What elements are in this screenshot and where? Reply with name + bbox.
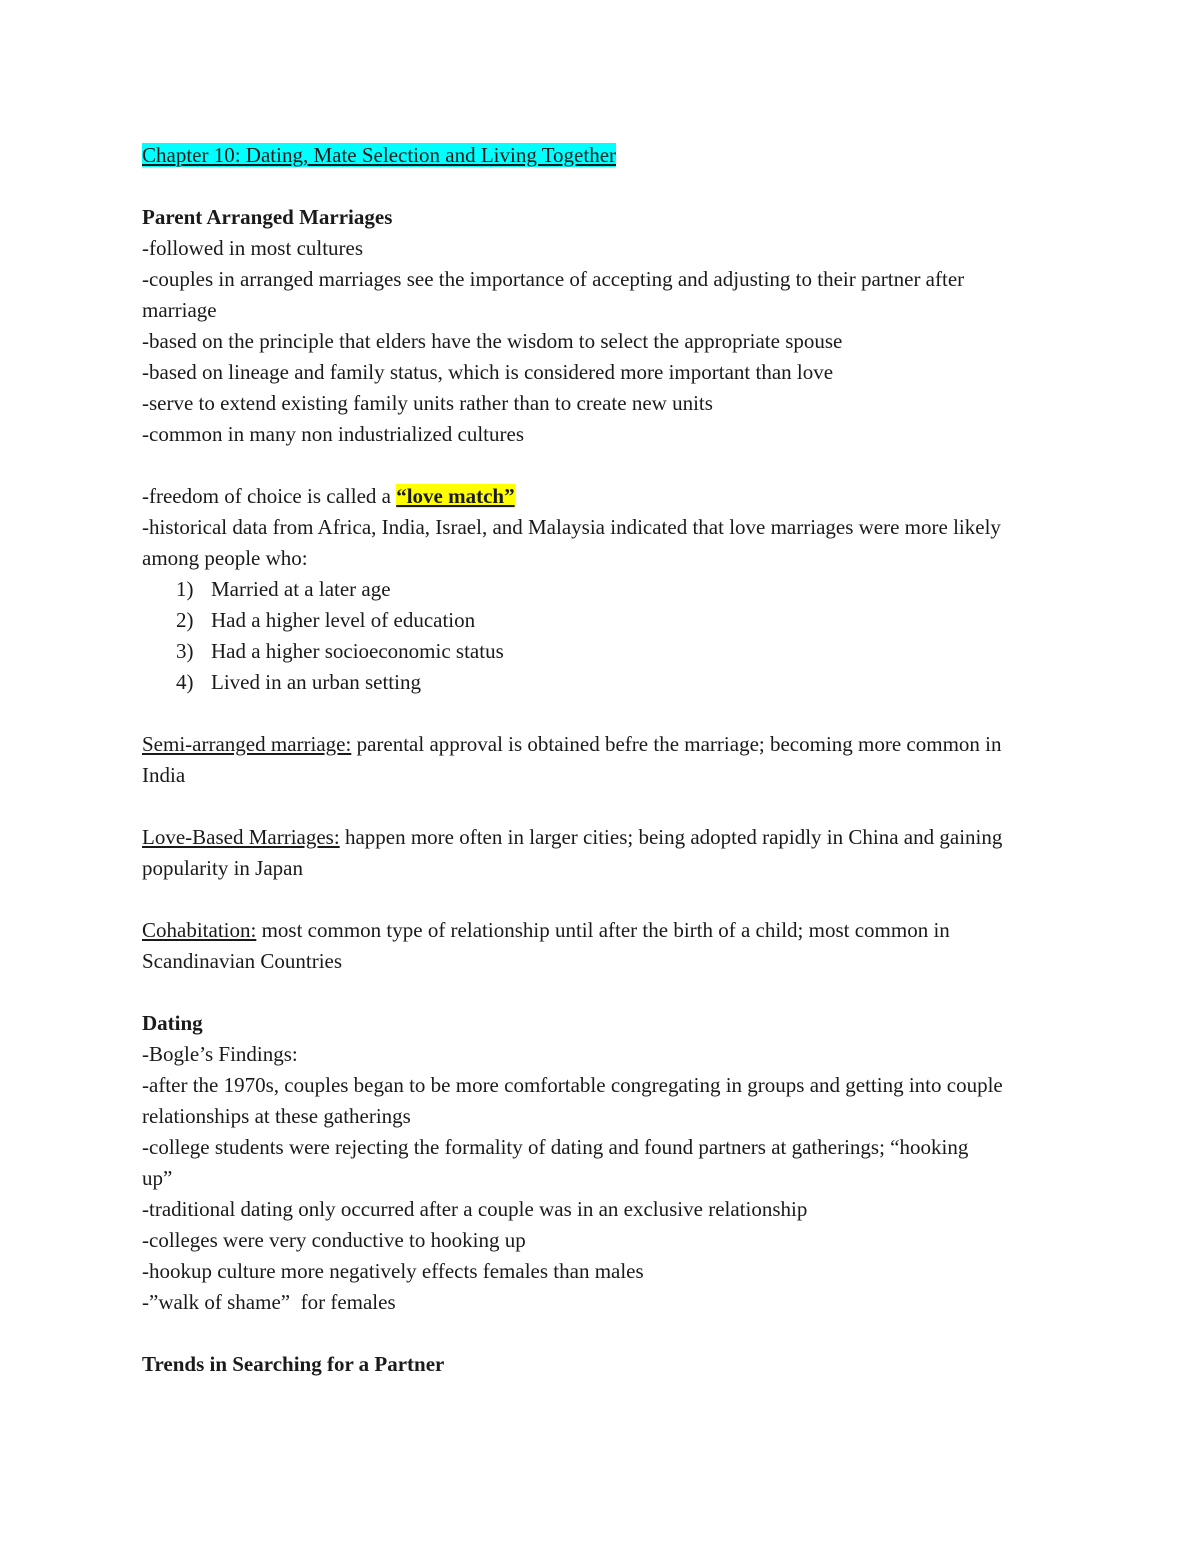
bullet-line: -after the 1970s, couples began to be more comfortable congregating in groups and getting into couple relationships at these gatherings: [142, 1073, 1003, 1128]
bullet-line: -college students were rejecting the formality of dating and found partners at gatherings; “hooking up”: [142, 1135, 969, 1190]
bullet-line: -couples in arranged marriages see the importance of accepting and adjusting to their partner after marriage: [142, 267, 965, 322]
bullet-line: -traditional dating only occurred after a couple was in an exclusive relationship: [142, 1197, 808, 1221]
list-item-number: 3): [176, 639, 194, 663]
spacer: [142, 791, 1062, 822]
list-item-number: 4): [176, 670, 194, 694]
love-match-term: “love match”: [396, 484, 515, 508]
definition-cohabitation: [142, 915, 1057, 977]
chapter-title-text: Chapter 10: Dating, Mate Selection and Living Together: [142, 143, 617, 167]
spacer: [142, 977, 1062, 1008]
section-heading-arranged: Parent Arranged Marriages: [142, 205, 393, 229]
definition-term: Cohabitation:: [142, 918, 257, 942]
historical-data-line: -historical data from Africa, India, Israel, and Malaysia indicated that love marriages were more likely among people who:: [142, 515, 1001, 570]
definition-term: Semi-arranged marriage:: [142, 732, 352, 756]
definition-semi-arranged: [142, 729, 1012, 791]
bullet-line: -followed in most cultures: [142, 236, 364, 260]
list-item-text: Had a higher level of education: [211, 608, 476, 632]
bullet-line: -based on the principle that elders have the wisdom to select the appropriate spouse: [142, 329, 843, 353]
list-item: [142, 605, 1062, 636]
list-item: [142, 636, 1062, 667]
list-item: [142, 574, 1062, 605]
bullet-line: -”walk of shame” for females: [142, 1290, 396, 1314]
spacer: [142, 1318, 1062, 1349]
definition-text: parental approval is obtained befre the marriage; becoming more common in India: [142, 732, 1002, 787]
list-item-number: 1): [176, 577, 194, 601]
love-match-line: [142, 481, 1062, 512]
section-heading-trends: Trends in Searching for a Partner: [142, 1352, 445, 1376]
spacer: [142, 450, 1062, 481]
definition-love-based: [142, 822, 1042, 884]
list-item: [142, 667, 1062, 698]
bullet-line: -hookup culture more negatively effects females than males: [142, 1259, 644, 1283]
bullet-line: -common in many non industrialized cultures: [142, 422, 524, 446]
list-item-number: 2): [176, 608, 194, 632]
spacer: [142, 171, 1062, 202]
list-item-text: Married at a later age: [211, 577, 391, 601]
list-item-text: Lived in an urban setting: [211, 670, 421, 694]
bullet-line: -Bogle’s Findings:: [142, 1042, 298, 1066]
definition-term: Love-Based Marriages:: [142, 825, 340, 849]
chapter-title: [142, 140, 1062, 171]
love-match-prefix: -freedom of choice is called a: [142, 484, 397, 508]
list-item-text: Had a higher socioeconomic status: [211, 639, 504, 663]
numbered-list: [142, 574, 1062, 698]
definition-text: most common type of relationship until after the birth of a child; most common in Scandinavian Countries: [142, 918, 950, 973]
document-page: [142, 140, 1062, 1380]
spacer: [142, 698, 1062, 729]
spacer: [142, 884, 1062, 915]
bullet-line: -serve to extend existing family units rather than to create new units: [142, 391, 713, 415]
section-heading-dating: Dating: [142, 1011, 203, 1035]
bullet-line: -based on lineage and family status, which is considered more important than love: [142, 360, 834, 384]
definition-text: happen more often in larger cities; being adopted rapidly in China and gaining popularity in Japan: [142, 825, 1003, 880]
bullet-line: -colleges were very conductive to hooking up: [142, 1228, 526, 1252]
